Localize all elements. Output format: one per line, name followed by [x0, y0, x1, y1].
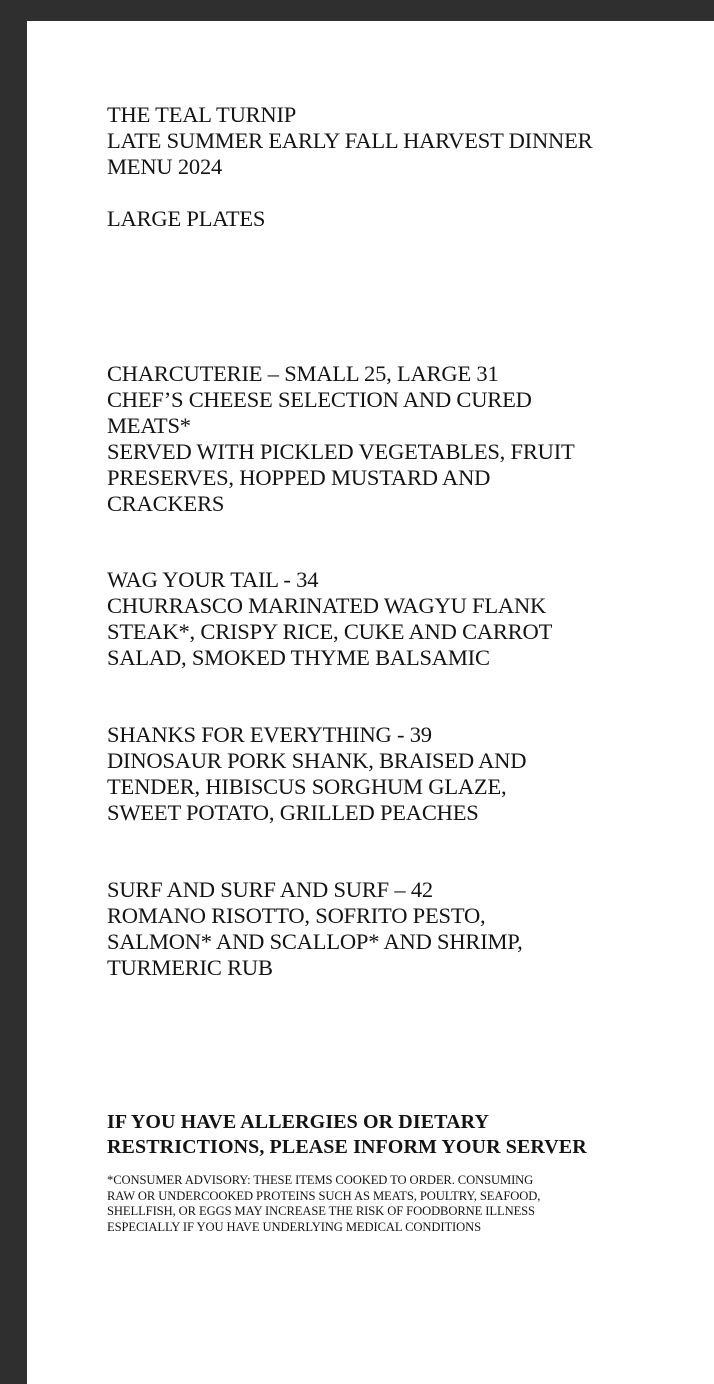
item-description: MEATS* [107, 413, 191, 438]
item-description: PRESERVES, HOPPED MUSTARD AND [107, 465, 491, 490]
menu-year: MENU 2024 [107, 154, 223, 179]
item-description: CRACKERS [107, 491, 225, 516]
item-title: WAG YOUR TAIL - 34 [107, 567, 319, 592]
item-description: TURMERIC RUB [107, 955, 273, 980]
advisory-line: ESPECIALLY IF YOU HAVE UNDERLYING MEDICAL CONDITIONS [107, 1219, 482, 1234]
menu-header [107, 102, 697, 180]
item-description: TENDER, HIBISCUS SORGHUM GLAZE, [107, 774, 507, 799]
restaurant-name: THE TEAL TURNIP [107, 102, 297, 127]
section-heading [107, 206, 697, 232]
item-description: ROMANO RISOTTO, SOFRITO PESTO, [107, 903, 486, 928]
allergy-line: IF YOU HAVE ALLERGIES OR DIETARY [107, 1111, 490, 1133]
item-title: SHANKS FOR EVERYTHING - 39 [107, 722, 432, 747]
item-description: SERVED WITH PICKLED VEGETABLES, FRUIT [107, 439, 575, 464]
advisory-line: SHELLFISH, OR EGGS MAY INCREASE THE RISK OF FOODBORNE ILLNESS [107, 1204, 535, 1218]
section-title: LARGE PLATES [107, 206, 266, 231]
menu-item-charcuterie [107, 361, 697, 517]
advisory-line: *CONSUMER ADVISORY: THESE ITEMS COOKED TO ORDER. CONSUMING [107, 1173, 534, 1187]
menu-item-surf [107, 877, 697, 981]
item-description: DINOSAUR PORK SHANK, BRAISED AND [107, 748, 527, 773]
allergy-line: RESTRICTIONS, PLEASE INFORM YOUR SERVER [107, 1136, 587, 1158]
item-description: STEAK*, CRISPY RICE, CUKE AND CARROT [107, 619, 553, 644]
allergy-notice [107, 1110, 697, 1160]
item-title: CHARCUTERIE – SMALL 25, LARGE 31 [107, 361, 499, 386]
item-description: CHURRASCO MARINATED WAGYU FLANK [107, 593, 547, 618]
item-description: SWEET POTATO, GRILLED PEACHES [107, 800, 479, 825]
item-description: CHEF’S CHEESE SELECTION AND CURED [107, 387, 532, 412]
consumer-advisory [107, 1173, 697, 1235]
menu-page [27, 21, 714, 1384]
advisory-line: RAW OR UNDERCOOKED PROTEINS SUCH AS MEATS, POULTRY, SEAFOOD, [107, 1188, 541, 1203]
item-description: SALMON* AND SCALLOP* AND SHRIMP, [107, 929, 523, 954]
item-description: SALAD, SMOKED THYME BALSAMIC [107, 645, 490, 670]
item-title: SURF AND SURF AND SURF – 42 [107, 877, 433, 902]
menu-item-shanks [107, 722, 697, 826]
menu-item-wag-your-tail [107, 567, 697, 671]
menu-subtitle: LATE SUMMER EARLY FALL HARVEST DINNER [107, 128, 593, 153]
